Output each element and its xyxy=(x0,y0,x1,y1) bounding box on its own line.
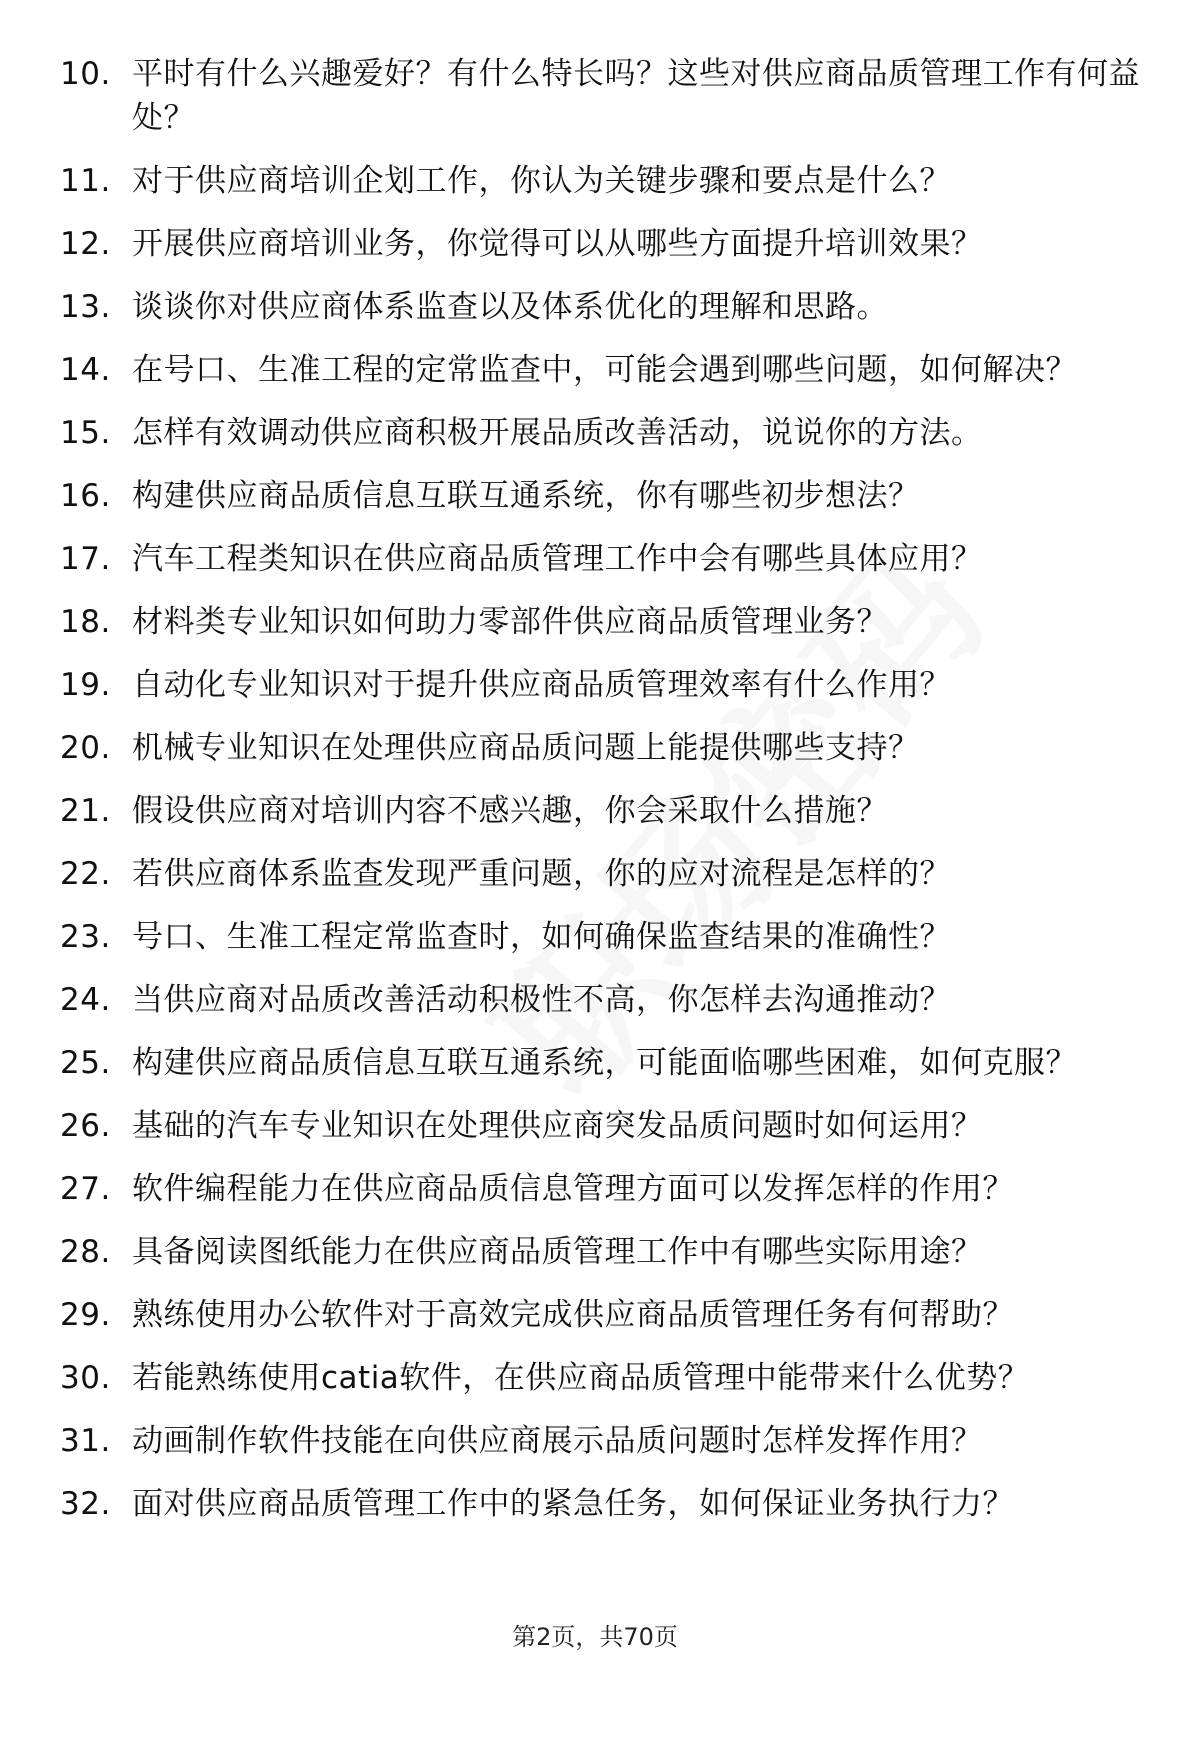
question-text: 软件编程能力在供应商品质信息管理方面可以发挥怎样的作用？ xyxy=(132,1171,1014,1207)
question-text: 动画制作软件技能在向供应商展示品质问题时怎样发挥作用？ xyxy=(132,1423,983,1459)
question-number: 10. xyxy=(60,56,111,92)
list-item xyxy=(60,978,1150,1022)
question-number: 12. xyxy=(60,226,111,262)
list-item xyxy=(60,348,1150,392)
question-number: 30. xyxy=(60,1360,111,1396)
question-number: 32. xyxy=(60,1486,111,1522)
question-list xyxy=(60,52,1150,1545)
question-number: 15. xyxy=(60,415,111,451)
question-number: 16. xyxy=(60,478,111,514)
question-number: 29. xyxy=(60,1297,111,1333)
list-item xyxy=(60,1167,1150,1211)
question-text: 具备阅读图纸能力在供应商品质管理工作中有哪些实际用途？ xyxy=(132,1234,983,1270)
list-item xyxy=(60,1230,1150,1274)
list-item xyxy=(60,789,1150,833)
list-item xyxy=(60,915,1150,959)
question-text: 材料类专业知识如何助力零部件供应商品质管理业务？ xyxy=(132,604,888,640)
list-item xyxy=(60,1041,1150,1085)
question-number: 20. xyxy=(60,730,111,766)
question-text: 对于供应商培训企划工作，你认为关键步骤和要点是什么？ xyxy=(132,163,951,199)
list-item xyxy=(60,474,1150,518)
question-number: 27. xyxy=(60,1171,111,1207)
question-text: 开展供应商培训业务，你觉得可以从哪些方面提升培训效果？ xyxy=(132,226,983,262)
question-text: 若能熟练使用catia软件，在供应商品质管理中能带来什么优势？ xyxy=(132,1360,1030,1396)
question-text: 构建供应商品质信息互联互通系统，你有哪些初步想法？ xyxy=(132,478,920,514)
question-text: 构建供应商品质信息互联互通系统，可能面临哪些困难，如何克服？ xyxy=(132,1045,1077,1081)
question-number: 18. xyxy=(60,604,111,640)
question-number: 14. xyxy=(60,352,111,388)
question-text: 熟练使用办公软件对于高效完成供应商品质管理任务有何帮助？ xyxy=(132,1297,1014,1333)
question-number: 31. xyxy=(60,1423,111,1459)
question-text: 谈谈你对供应商体系监查以及体系优化的理解和思路。 xyxy=(132,289,888,325)
question-number: 22. xyxy=(60,856,111,892)
list-item xyxy=(60,222,1150,266)
question-number: 23. xyxy=(60,919,111,955)
list-item xyxy=(60,285,1150,329)
list-item xyxy=(60,1482,1150,1526)
list-item xyxy=(60,537,1150,581)
question-text: 若供应商体系监查发现严重问题，你的应对流程是怎样的？ xyxy=(132,856,951,892)
question-number: 26. xyxy=(60,1108,111,1144)
list-item xyxy=(60,1293,1150,1337)
question-text: 号口、生准工程定常监查时，如何确保监查结果的准确性？ xyxy=(132,919,951,955)
question-text: 平时有什么兴趣爱好？有什么特长吗？这些对供应商品质管理工作有何益处？ xyxy=(132,56,1140,136)
question-text: 汽车工程类知识在供应商品质管理工作中会有哪些具体应用？ xyxy=(132,541,983,577)
list-item xyxy=(60,600,1150,644)
question-number: 11. xyxy=(60,163,111,199)
list-item xyxy=(60,1356,1150,1400)
question-number: 17. xyxy=(60,541,111,577)
list-item xyxy=(60,852,1150,896)
list-item xyxy=(60,726,1150,770)
list-item xyxy=(60,159,1150,203)
question-number: 13. xyxy=(60,289,111,325)
question-number: 28. xyxy=(60,1234,111,1270)
question-number: 25. xyxy=(60,1045,111,1081)
page-footer: 第2页，共70页 xyxy=(512,1623,678,1651)
question-text: 在号口、生准工程的定常监查中，可能会遇到哪些问题，如何解决？ xyxy=(132,352,1077,388)
question-number: 24. xyxy=(60,982,111,1018)
question-text: 面对供应商品质管理工作中的紧急任务，如何保证业务执行力？ xyxy=(132,1486,1014,1522)
question-text: 自动化专业知识对于提升供应商品质管理效率有什么作用？ xyxy=(132,667,951,703)
list-item xyxy=(60,411,1150,455)
list-item xyxy=(60,1419,1150,1463)
question-text: 假设供应商对培训内容不感兴趣，你会采取什么措施？ xyxy=(132,793,888,829)
question-text: 基础的汽车专业知识在处理供应商突发品质问题时如何运用？ xyxy=(132,1108,983,1144)
list-item xyxy=(60,663,1150,707)
question-text: 机械专业知识在处理供应商品质问题上能提供哪些支持？ xyxy=(132,730,920,766)
question-text: 怎样有效调动供应商积极开展品质改善活动，说说你的方法。 xyxy=(132,415,983,451)
question-number: 19. xyxy=(60,667,111,703)
list-item xyxy=(60,1104,1150,1148)
list-item xyxy=(60,52,1150,140)
question-number: 21. xyxy=(60,793,111,829)
question-text: 当供应商对品质改善活动积极性不高，你怎样去沟通推动？ xyxy=(132,982,951,1018)
